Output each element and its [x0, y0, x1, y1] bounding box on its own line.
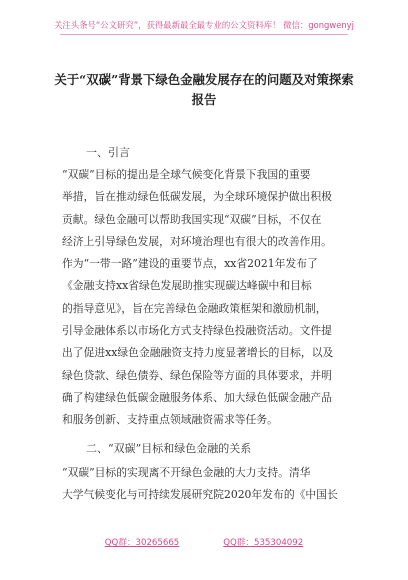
paragraph-line: 确了构建绿色低碳金融服务体系、加大绿色低碳金融产品	[62, 390, 332, 404]
footer	[0, 536, 408, 548]
document-title	[40, 70, 368, 110]
paragraph-line: 大学气候变化与可持续发展研究院2020年发布的《中国长	[62, 488, 338, 502]
paragraph-line: 和服务创新、支持重点领域融资需求等任务。	[62, 413, 278, 427]
qq-group-1: QQ群：30265665	[104, 538, 180, 548]
section-1-body	[62, 164, 346, 432]
paragraph-line: 作为“一带一路”建设的重要节点，xx省2021年发布了	[62, 257, 318, 271]
section-2-body	[62, 462, 346, 507]
banner-divider	[60, 34, 348, 35]
paragraph-line: 《金融支持xx省绿色发展助推实现碳达峰碳中和目标	[62, 279, 312, 293]
paragraph-line: “双碳”目标的提出是全球气候变化背景下我国的重要	[62, 168, 311, 181]
paragraph-line: 绿色贷款、绿色债券、绿色保险等方面的具体要求，并明	[62, 368, 332, 382]
qq-group-2: QQ群：535304092	[223, 538, 304, 548]
paragraph-line: 经济上引导绿色发展，对环境治理也有很大的改善作用。	[62, 234, 332, 248]
title-line-2: 报告	[191, 92, 217, 107]
section-2-heading: 二、“双碳”目标和绿色金融的关系	[86, 442, 252, 455]
title-line-1: 关于“双碳”背景下绿色金融发展存在的问题及对策探索	[54, 72, 354, 87]
paragraph-line: “双碳”目标的实现离不开绿色金融的大力支持。清华	[62, 466, 311, 479]
paragraph-line: 引导金融体系以市场化方式支持绿色投融资活动。文件提	[62, 324, 332, 338]
top-banner: 关注头条号“公文研究”，获得最新最全最专业的公文资料库！ 微信：gongwenyj	[54, 20, 354, 30]
paragraph-line: 出了促进xx绿色金融融资支持力度显著增长的目标，以及	[62, 346, 334, 360]
section-1-heading: 一、引言	[86, 146, 130, 159]
paragraph-line: 贡献。绿色金融可以帮助我国实现“双碳”目标，不仅在	[62, 212, 322, 226]
paragraph-line: 举措，旨在推动绿色低碳发展，为全球环境保护做出积极	[62, 190, 332, 204]
paragraph-line: 的指导意见》，旨在完善绿色金融政策框架和激励机制，	[62, 301, 327, 315]
